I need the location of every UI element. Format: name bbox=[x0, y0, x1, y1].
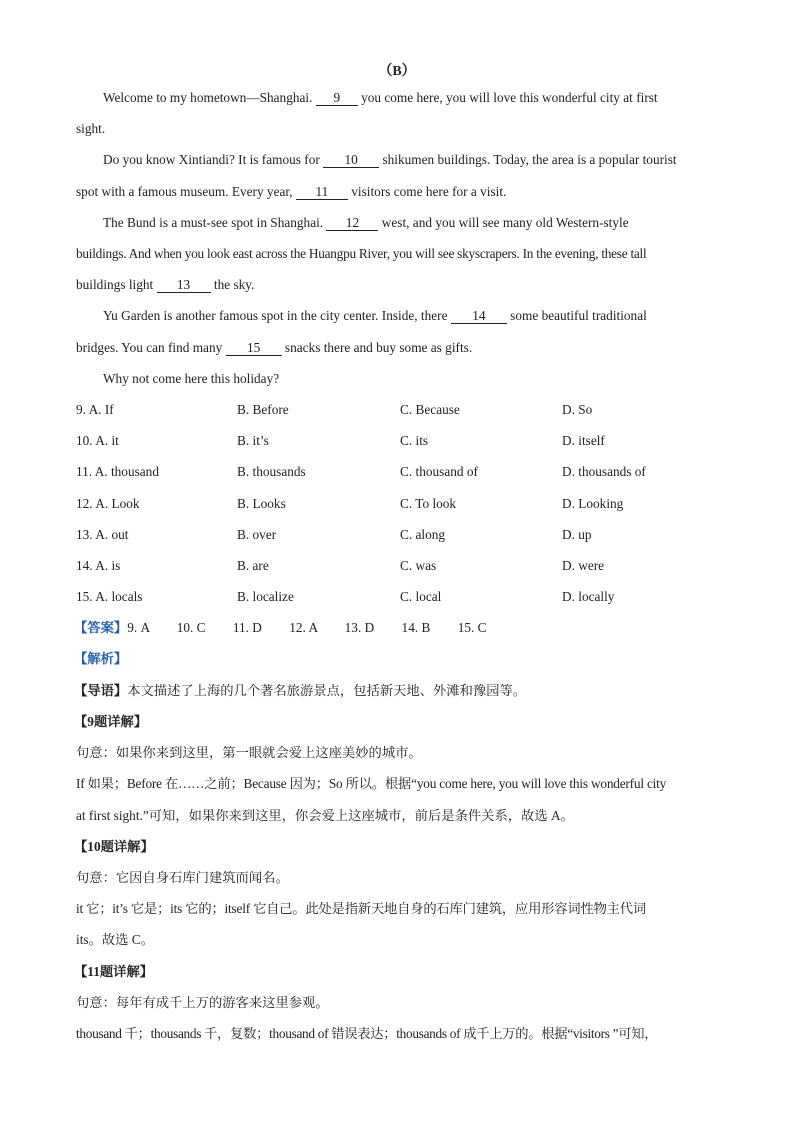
q11-heading: 【11题详解】 bbox=[74, 964, 154, 979]
answer-item: 9. A bbox=[127, 620, 150, 635]
blank-9: 9 bbox=[316, 91, 358, 106]
passage-text: you come here, you will love this wonderful city at first bbox=[361, 90, 658, 105]
option-12d: D. Looking bbox=[562, 496, 624, 511]
option-10c: C. its bbox=[400, 433, 429, 448]
blank-14: 14 bbox=[451, 309, 507, 324]
q11-explanation: thousand 千；thousands 千，复数；thousand of 错误表达；thousands of 成千上万的。根据“visitors ”可知， bbox=[76, 1026, 658, 1041]
answer-item: 11. D bbox=[232, 620, 262, 635]
q11-sentence: 句意：每年有成千上万的游客来这里参观。 bbox=[76, 995, 329, 1010]
option-9a: 9. A. If bbox=[76, 402, 114, 417]
option-15d: D. locally bbox=[562, 589, 615, 604]
q10-explanation: it 它；it’s 它是；its 它的；itself 它自己。此处是指新天地自身的石库门建筑，应用形容词性物主代词 bbox=[76, 901, 646, 916]
passage-text: some beautiful traditional bbox=[510, 308, 647, 323]
answer-item: 13. D bbox=[344, 620, 375, 635]
answer-item: 12. A bbox=[289, 620, 318, 635]
option-10d: D. itself bbox=[562, 433, 605, 448]
guide-text: 本文描述了上海的几个著名旅游景点，包括新天地、外滩和豫园等。 bbox=[127, 683, 527, 698]
option-13b: B. over bbox=[237, 527, 277, 542]
answer-line bbox=[74, 620, 487, 636]
passage-line: sight. bbox=[76, 121, 106, 136]
passage-text: The Bund is a must-see spot in Shanghai. bbox=[103, 215, 324, 230]
blank-15: 15 bbox=[226, 341, 282, 356]
passage-line bbox=[103, 308, 647, 324]
q10-sentence: 句意：它因自身石库门建筑而闻名。 bbox=[76, 870, 289, 885]
passage-line bbox=[103, 215, 629, 231]
option-11b: B. thousands bbox=[237, 464, 306, 479]
passage-text: the sky. bbox=[213, 277, 255, 292]
passage-line bbox=[76, 340, 472, 356]
passage-line bbox=[76, 184, 506, 200]
answer-item: 14. B bbox=[401, 620, 431, 635]
answer-label: 【答案】 bbox=[74, 620, 128, 635]
option-10b: B. it’s bbox=[237, 433, 269, 448]
option-11c: C. thousand of bbox=[400, 464, 478, 479]
option-9c: C. Because bbox=[400, 402, 460, 417]
guide-label: 【导语】 bbox=[74, 683, 128, 698]
blank-12: 12 bbox=[326, 216, 378, 231]
passage-text: snacks there and buy some as gifts. bbox=[284, 340, 473, 355]
passage-text: spot with a famous museum. Every year, bbox=[76, 184, 293, 199]
option-9b: B. Before bbox=[237, 402, 289, 417]
analysis-label: 【解析】 bbox=[74, 651, 128, 666]
passage-text: Yu Garden is another famous spot in the city center. Inside, there bbox=[103, 308, 448, 323]
option-11d: D. thousands of bbox=[562, 464, 646, 479]
passage-line: buildings. And when you look east across the Huangpu River, you will see skyscrapers. In the evening, these tall bbox=[76, 246, 647, 261]
option-15c: C. local bbox=[400, 589, 442, 604]
passage-text: buildings light bbox=[76, 277, 154, 292]
passage-text: shikumen buildings. Today, the area is a popular tourist bbox=[382, 152, 677, 167]
passage-line: Why not come here this holiday? bbox=[103, 371, 280, 386]
q10-heading: 【10题详解】 bbox=[74, 839, 154, 854]
blank-13: 13 bbox=[157, 278, 211, 293]
passage-text: bridges. You can find many bbox=[76, 340, 223, 355]
q9-heading: 【9题详解】 bbox=[74, 714, 148, 729]
option-12a: 12. A. Look bbox=[76, 496, 140, 511]
option-13c: C. along bbox=[400, 527, 446, 542]
q9-explanation: at first sight.”可知，如果你来到这里，你会爱上这座城市，前后是条件关系，故选 A。 bbox=[76, 808, 574, 823]
option-15b: B. localize bbox=[237, 589, 294, 604]
option-11a: 11. A. thousand bbox=[76, 464, 159, 479]
q9-explanation: If 如果；Before 在……之前；Because 因为；So 所以。根据“you come here, you will love this wonderful city bbox=[76, 776, 667, 791]
q9-sentence: 句意：如果你来到这里，第一眼就会爱上这座美妙的城市。 bbox=[76, 745, 422, 760]
option-14a: 14. A. is bbox=[76, 558, 121, 573]
blank-10: 10 bbox=[323, 153, 379, 168]
passage-text: Do you know Xintiandi? It is famous for bbox=[103, 152, 320, 167]
option-14c: C. was bbox=[400, 558, 437, 573]
option-9d: D. So bbox=[562, 402, 593, 417]
blank-11: 11 bbox=[296, 185, 348, 200]
q10-explanation: its。故选 C。 bbox=[76, 932, 154, 947]
passage-line bbox=[76, 277, 254, 293]
option-13a: 13. A. out bbox=[76, 527, 129, 542]
option-14b: B. are bbox=[237, 558, 269, 573]
passage-text: west, and you will see many old Western-style bbox=[381, 215, 629, 230]
passage-line bbox=[103, 152, 677, 168]
option-12b: B. Looks bbox=[237, 496, 286, 511]
option-12c: C. To look bbox=[400, 496, 457, 511]
section-title: （B） bbox=[378, 64, 416, 79]
option-14d: D. were bbox=[562, 558, 605, 573]
answer-item: 15. C bbox=[457, 620, 487, 635]
guide-line bbox=[74, 683, 526, 699]
option-15a: 15. A. locals bbox=[76, 589, 143, 604]
option-13d: D. up bbox=[562, 527, 592, 542]
passage-line bbox=[103, 90, 658, 106]
option-10a: 10. A. it bbox=[76, 433, 119, 448]
answer-item: 10. C bbox=[176, 620, 206, 635]
passage-text: Welcome to my hometown—Shanghai. bbox=[103, 90, 313, 105]
passage-text: visitors come here for a visit. bbox=[351, 184, 507, 199]
